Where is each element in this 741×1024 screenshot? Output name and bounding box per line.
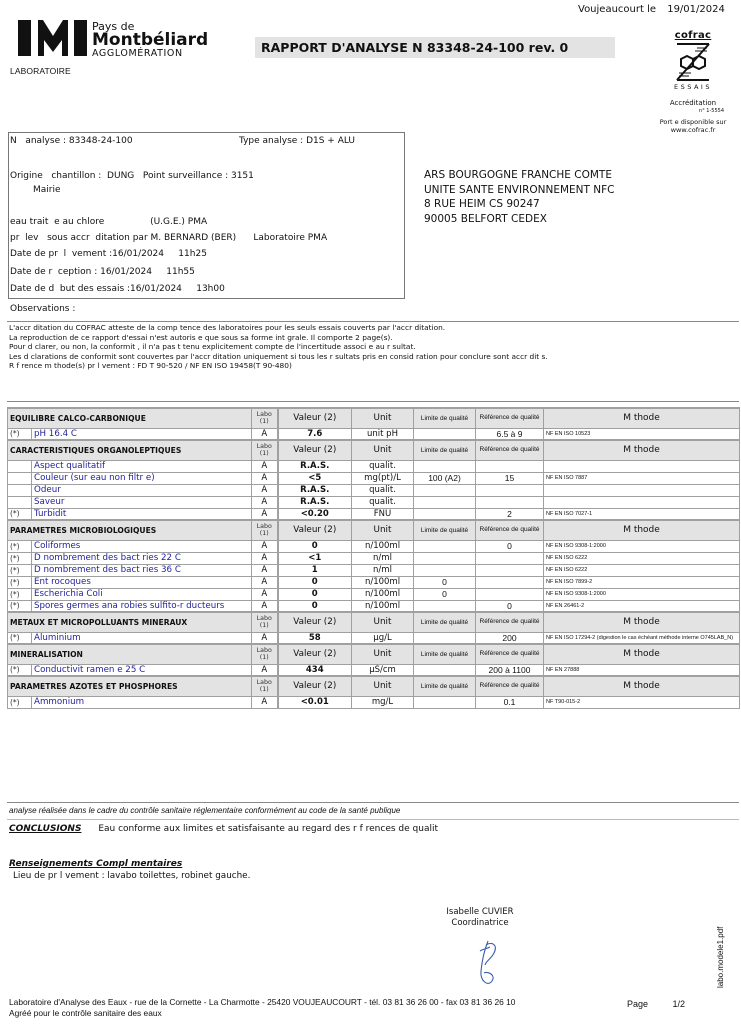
reference-cell bbox=[476, 588, 544, 600]
parameter-name: Saveur bbox=[32, 496, 252, 508]
header-valeur: Valeur (2) bbox=[278, 676, 352, 696]
note-line: Pour d clarer, ou non, la conformit , il n'a pas t tenu explicitement compte de l'incertitude associ e au r sultat. bbox=[9, 342, 416, 352]
accreditation-star bbox=[8, 496, 32, 508]
limit-cell bbox=[414, 696, 476, 708]
header-labo: Labo (1) bbox=[252, 520, 278, 540]
method-cell: NF EN ISO 17294-2 (digestion le cas échéant méthode interne O745LAB_N) bbox=[544, 632, 740, 644]
header-reference: Référence de qualité bbox=[476, 408, 544, 428]
header-limite: Limite de qualité bbox=[414, 612, 476, 632]
unit-cell: FNU bbox=[352, 508, 414, 520]
table-row bbox=[8, 496, 740, 508]
header-limite: Limite de qualité bbox=[414, 644, 476, 664]
montbeliard-logo bbox=[16, 18, 216, 60]
table-row bbox=[8, 600, 740, 612]
note-line: R f rence m thode(s) pr l vement : FD T 90-520 / NF EN ISO 19458(T 90-480) bbox=[9, 361, 292, 371]
header-labo: Labo (1) bbox=[252, 408, 278, 428]
unit-cell: qualit. bbox=[352, 496, 414, 508]
parameter-name: Escherichia Coli bbox=[32, 588, 252, 600]
labo-cell: A bbox=[252, 664, 278, 676]
parameter-name: Couleur (sur eau non filtr e) bbox=[32, 472, 252, 484]
value-cell: 0 bbox=[278, 576, 352, 588]
header-reference: Référence de qualité bbox=[476, 676, 544, 696]
header-labo: Labo (1) bbox=[252, 644, 278, 664]
recipient-line: 90005 BELFORT CEDEX bbox=[424, 212, 547, 225]
sample-location: Mairie bbox=[33, 185, 61, 195]
reference-cell bbox=[476, 496, 544, 508]
header-unite: Unit bbox=[352, 676, 414, 696]
report-date: 19/01/2024 bbox=[667, 4, 725, 15]
method-cell: NF EN ISO 9308-1:2000 bbox=[544, 588, 740, 600]
value-cell: R.A.S. bbox=[278, 460, 352, 472]
unit-cell: n/ml bbox=[352, 552, 414, 564]
limit-cell bbox=[414, 496, 476, 508]
lab-label: LABORATOIRE bbox=[10, 66, 71, 76]
montbeliard-logo-icon bbox=[16, 18, 216, 60]
recipient-line: UNITE SANTE ENVIRONNEMENT NFC bbox=[424, 183, 615, 196]
reference-cell: 0.1 bbox=[476, 696, 544, 708]
accreditation-star: (*) bbox=[8, 508, 32, 520]
parameter-name: Coliformes bbox=[32, 540, 252, 552]
limit-cell: 0 bbox=[414, 576, 476, 588]
limit-cell bbox=[414, 508, 476, 520]
section-header-row bbox=[8, 612, 740, 632]
accreditation-star bbox=[8, 484, 32, 496]
method-cell: NF EN ISO 7899-2 bbox=[544, 576, 740, 588]
note-line: L'accr ditation du COFRAC atteste de la comp tence des laboratoires pour les seuls essais couverts par l'accr ditation. bbox=[9, 323, 446, 332]
reference-cell bbox=[476, 484, 544, 496]
results-table bbox=[7, 407, 740, 709]
unit-cell: mg/L bbox=[352, 696, 414, 708]
note-line: La reproduction de ce rapport d'essai n'est autoris e que sous sa forme int grale. Il comporte 2 page(s). bbox=[9, 332, 393, 342]
analyse-type: Type analyse : D1S + ALU bbox=[239, 136, 356, 146]
header-limite: Limite de qualité bbox=[414, 408, 476, 428]
portee-line2: www.cofrac.fr bbox=[670, 126, 716, 135]
sample-origin: Origine chantillon : DUNG Point surveillance : 3151 bbox=[10, 171, 254, 181]
value-cell: R.A.S. bbox=[278, 496, 352, 508]
accreditation-star: (*) bbox=[8, 552, 32, 564]
cofrac-accreditation bbox=[648, 99, 738, 134]
divider bbox=[7, 819, 739, 820]
value-cell: 0 bbox=[278, 588, 352, 600]
table-row bbox=[8, 564, 740, 576]
accreditation-star bbox=[8, 460, 32, 472]
section-name: PARAMETRES MICROBIOLOGIQUES bbox=[8, 520, 252, 540]
unit-cell: µg/L bbox=[352, 632, 414, 644]
reception-date: Date de r ception : 16/01/2024 11h55 bbox=[10, 267, 195, 277]
labo-cell: A bbox=[252, 588, 278, 600]
unit-cell: qualit. bbox=[352, 484, 414, 496]
method-cell: NF EN ISO 7887 bbox=[544, 472, 740, 484]
unit-cell: n/100ml bbox=[352, 600, 414, 612]
labo-cell: A bbox=[252, 428, 278, 440]
header-reference: Référence de qualité bbox=[476, 612, 544, 632]
value-cell: <0.01 bbox=[278, 696, 352, 708]
section-header-row bbox=[8, 644, 740, 664]
parameter-name: pH 16.4 C bbox=[32, 428, 252, 440]
limit-cell bbox=[414, 552, 476, 564]
table-row bbox=[8, 576, 740, 588]
signature-icon bbox=[474, 937, 504, 989]
table-row bbox=[8, 588, 740, 600]
observations-label: Observations : bbox=[10, 304, 76, 314]
reference-cell: 6.5 à 9 bbox=[476, 428, 544, 440]
method-cell: NF EN 26461-2 bbox=[544, 600, 740, 612]
unit-cell: unit pH bbox=[352, 428, 414, 440]
section-header-row bbox=[8, 520, 740, 540]
recipient-line: ARS BOURGOGNE FRANCHE COMTE bbox=[424, 169, 612, 181]
page-label: Page bbox=[627, 999, 649, 1009]
reference-cell bbox=[476, 552, 544, 564]
accreditation-star: (*) bbox=[8, 576, 32, 588]
header-valeur: Valeur (2) bbox=[278, 520, 352, 540]
signer-block bbox=[420, 907, 540, 929]
cofrac-essais: ESSAIS bbox=[674, 83, 712, 91]
accreditation-number: n° 1-5554 bbox=[699, 107, 724, 114]
labo-cell: A bbox=[252, 484, 278, 496]
parameter-name: Ent rocoques bbox=[32, 576, 252, 588]
header-unite: Unit bbox=[352, 644, 414, 664]
header-valeur: Valeur (2) bbox=[278, 644, 352, 664]
reference-cell bbox=[476, 576, 544, 588]
recipient-address bbox=[424, 168, 615, 226]
limit-cell bbox=[414, 632, 476, 644]
accreditation-star: (*) bbox=[8, 632, 32, 644]
accreditation-star: (*) bbox=[8, 588, 32, 600]
reference-cell bbox=[476, 460, 544, 472]
limit-cell bbox=[414, 460, 476, 472]
header-reference: Référence de qualité bbox=[476, 440, 544, 460]
header-methode: M thode bbox=[544, 440, 740, 460]
cofrac-word: cofrac bbox=[674, 30, 712, 41]
labo-cell: A bbox=[252, 576, 278, 588]
reference-cell: 15 bbox=[476, 472, 544, 484]
header-methode: M thode bbox=[544, 676, 740, 696]
value-cell: 434 bbox=[278, 664, 352, 676]
table-row bbox=[8, 552, 740, 564]
unit-cell: µS/cm bbox=[352, 664, 414, 676]
header-limite: Limite de qualité bbox=[414, 440, 476, 460]
header-valeur: Valeur (2) bbox=[278, 612, 352, 632]
method-cell: NF T90-015-2 bbox=[544, 696, 740, 708]
header-labo: Labo (1) bbox=[252, 676, 278, 696]
labo-cell: A bbox=[252, 564, 278, 576]
additional-info-title: Renseignements Compl mentaires bbox=[9, 859, 183, 869]
conclusions bbox=[9, 824, 438, 834]
conclusions-text: Eau conforme aux limites et satisfaisante au regard des r f rences de qualit bbox=[98, 824, 438, 834]
conclusions-label: CONCLUSIONS bbox=[9, 824, 82, 834]
value-cell: R.A.S. bbox=[278, 484, 352, 496]
header-limite: Limite de qualité bbox=[414, 520, 476, 540]
header-unite: Unit bbox=[352, 520, 414, 540]
table-row bbox=[8, 664, 740, 676]
section-header-row bbox=[8, 676, 740, 696]
sampling-date: Date de pr l vement :16/01/2024 11h25 bbox=[10, 249, 207, 259]
test-start-date: Date de d but des essais :16/01/2024 13h00 bbox=[10, 284, 225, 294]
value-cell: <0.20 bbox=[278, 508, 352, 520]
header-reference: Référence de qualité bbox=[476, 520, 544, 540]
table-row bbox=[8, 540, 740, 552]
reference-cell: 200 à 1100 bbox=[476, 664, 544, 676]
cofrac-hexagon-icon bbox=[673, 42, 713, 82]
unit-cell: n/100ml bbox=[352, 588, 414, 600]
divider bbox=[7, 401, 739, 402]
limit-cell bbox=[414, 664, 476, 676]
note-line: Les d clarations de conformit sont couvertes par l'accr ditation uniquement si tous les r sultats pris en consid ration pour conclure sont accr dit s. bbox=[9, 351, 548, 361]
parameter-name: Odeur bbox=[32, 484, 252, 496]
accreditation-star: (*) bbox=[8, 540, 32, 552]
table-row bbox=[8, 508, 740, 520]
portee-line1: Port e disponible sur bbox=[659, 118, 727, 126]
parameter-name: Turbidit bbox=[32, 508, 252, 520]
header-methode: M thode bbox=[544, 520, 740, 540]
table-row bbox=[8, 484, 740, 496]
water-type: eau trait e au chlore (U.G.E.) PMA bbox=[10, 217, 208, 227]
sample-info-box bbox=[8, 132, 405, 299]
accreditation-label: Accréditation bbox=[669, 99, 717, 107]
table-row bbox=[8, 428, 740, 440]
method-cell: NF EN ISO 10523 bbox=[544, 428, 740, 440]
sanitary-note: analyse réalisée dans le cadre du contrôle sanitaire réglementaire conformément au code de la santé publique bbox=[9, 806, 401, 815]
parameter-name: D nombrement des bact ries 36 C bbox=[32, 564, 252, 576]
labo-cell: A bbox=[252, 496, 278, 508]
reference-cell: 0 bbox=[476, 600, 544, 612]
header-methode: M thode bbox=[544, 644, 740, 664]
header-methode: M thode bbox=[544, 612, 740, 632]
file-name: labo.modele1.pdf bbox=[716, 926, 725, 988]
header-reference: Référence de qualité bbox=[476, 644, 544, 664]
method-cell: NF EN ISO 9308-1:2000 bbox=[544, 540, 740, 552]
section-name: METAUX ET MICROPOLLUANTS MINERAUX bbox=[8, 612, 252, 632]
unit-cell: qualit. bbox=[352, 460, 414, 472]
limit-cell bbox=[414, 428, 476, 440]
accreditation-notes bbox=[9, 323, 734, 371]
method-cell: NF EN ISO 6222 bbox=[544, 564, 740, 576]
parameter-name: D nombrement des bact ries 22 C bbox=[32, 552, 252, 564]
table-row bbox=[8, 472, 740, 484]
accreditation-star: (*) bbox=[8, 664, 32, 676]
header-valeur: Valeur (2) bbox=[278, 408, 352, 428]
logo-text-agglo: AGGLOMÉRATION bbox=[92, 48, 183, 59]
method-cell bbox=[544, 496, 740, 508]
accreditation-star: (*) bbox=[8, 564, 32, 576]
value-cell: <5 bbox=[278, 472, 352, 484]
section-header-row bbox=[8, 408, 740, 428]
reference-cell: 0 bbox=[476, 540, 544, 552]
header-unite: Unit bbox=[352, 408, 414, 428]
header-valeur: Valeur (2) bbox=[278, 440, 352, 460]
method-cell: NF EN 27888 bbox=[544, 664, 740, 676]
page-number bbox=[627, 999, 685, 1009]
parameter-name: Aspect qualitatif bbox=[32, 460, 252, 472]
method-cell: NF EN ISO 7027-1 bbox=[544, 508, 740, 520]
accreditation-star: (*) bbox=[8, 428, 32, 440]
lab-address bbox=[9, 997, 515, 1018]
section-header-row bbox=[8, 440, 740, 460]
method-cell bbox=[544, 484, 740, 496]
section-name: EQUILIBRE CALCO-CARBONIQUE bbox=[8, 408, 252, 428]
value-cell: 7.6 bbox=[278, 428, 352, 440]
section-name: MINERALISATION bbox=[8, 644, 252, 664]
parameter-name: Spores germes ana robies sulfito-r ducteurs bbox=[32, 600, 252, 612]
limit-cell bbox=[414, 600, 476, 612]
limit-cell bbox=[414, 540, 476, 552]
signature-image bbox=[474, 937, 504, 989]
logo-text-montbeliard: Montbéliard bbox=[92, 30, 209, 50]
page-value: 1/2 bbox=[672, 999, 686, 1009]
limit-cell bbox=[414, 484, 476, 496]
header-labo: Labo (1) bbox=[252, 440, 278, 460]
header-unite: Unit bbox=[352, 440, 414, 460]
labo-cell: A bbox=[252, 632, 278, 644]
method-cell bbox=[544, 460, 740, 472]
header-unite: Unit bbox=[352, 612, 414, 632]
labo-cell: A bbox=[252, 600, 278, 612]
unit-cell: mg(pt)/L bbox=[352, 472, 414, 484]
unit-cell: n/100ml bbox=[352, 540, 414, 552]
value-cell: 1 bbox=[278, 564, 352, 576]
additional-info-text: Lieu de pr l vement : lavabo toilettes, robinet gauche. bbox=[13, 871, 251, 881]
header-labo: Labo (1) bbox=[252, 612, 278, 632]
parameter-name: Ammonium bbox=[32, 696, 252, 708]
value-cell: 0 bbox=[278, 540, 352, 552]
divider bbox=[7, 321, 739, 322]
labo-cell: A bbox=[252, 552, 278, 564]
reference-cell: 200 bbox=[476, 632, 544, 644]
reference-cell: 2 bbox=[476, 508, 544, 520]
signer-role: Coordinatrice bbox=[451, 918, 509, 928]
parameter-name: Conductivit ramen e 25 C bbox=[32, 664, 252, 676]
labo-cell: A bbox=[252, 460, 278, 472]
method-cell: NF EN ISO 6222 bbox=[544, 552, 740, 564]
header-methode: M thode bbox=[544, 408, 740, 428]
table-row bbox=[8, 460, 740, 472]
logo-text-pays: Pays de bbox=[92, 20, 135, 33]
address-line1: Laboratoire d'Analyse des Eaux - rue de la Cornette - La Charmotte - 25420 VOUJEAUCOURT - tél. 03 81 36 26 00 - fax 03 81 36 26 10 bbox=[9, 997, 516, 1007]
address-line2: Agréé pour le contrôle sanitaire des eaux bbox=[9, 1007, 162, 1018]
report-title: RAPPORT D'ANALYSE N 83348-24-100 rev. 0 bbox=[255, 37, 615, 58]
parameter-name: Aluminium bbox=[32, 632, 252, 644]
section-name: PARAMETRES AZOTES ET PHOSPHORES bbox=[8, 676, 252, 696]
divider bbox=[7, 802, 739, 803]
limit-cell bbox=[414, 564, 476, 576]
place-label: Voujeaucourt le bbox=[578, 4, 657, 15]
accreditation-star: (*) bbox=[8, 696, 32, 708]
sampler: pr lev sous accr ditation par M. BERNARD (BER) Laboratoire PMA bbox=[10, 233, 328, 243]
section-name: CARACTERISTIQUES ORGANOLEPTIQUES bbox=[8, 440, 252, 460]
table-row bbox=[8, 696, 740, 708]
analyse-number: N analyse : 83348-24-100 bbox=[10, 136, 133, 146]
labo-cell: A bbox=[252, 540, 278, 552]
table-row bbox=[8, 632, 740, 644]
limit-cell: 100 (A2) bbox=[414, 472, 476, 484]
limit-cell: 0 bbox=[414, 588, 476, 600]
labo-cell: A bbox=[252, 696, 278, 708]
signer-name: Isabelle CUVIER bbox=[446, 907, 514, 917]
value-cell: 0 bbox=[278, 600, 352, 612]
value-cell: 58 bbox=[278, 632, 352, 644]
value-cell: <1 bbox=[278, 552, 352, 564]
reference-cell bbox=[476, 564, 544, 576]
accreditation-star bbox=[8, 472, 32, 484]
recipient-line: 8 RUE HEIM CS 90247 bbox=[424, 198, 540, 210]
labo-cell: A bbox=[252, 472, 278, 484]
unit-cell: n/100ml bbox=[352, 576, 414, 588]
header-limite: Limite de qualité bbox=[414, 676, 476, 696]
labo-cell: A bbox=[252, 508, 278, 520]
report-date-line bbox=[578, 4, 725, 15]
unit-cell: n/ml bbox=[352, 564, 414, 576]
cofrac-logo bbox=[663, 30, 723, 91]
accreditation-star: (*) bbox=[8, 600, 32, 612]
